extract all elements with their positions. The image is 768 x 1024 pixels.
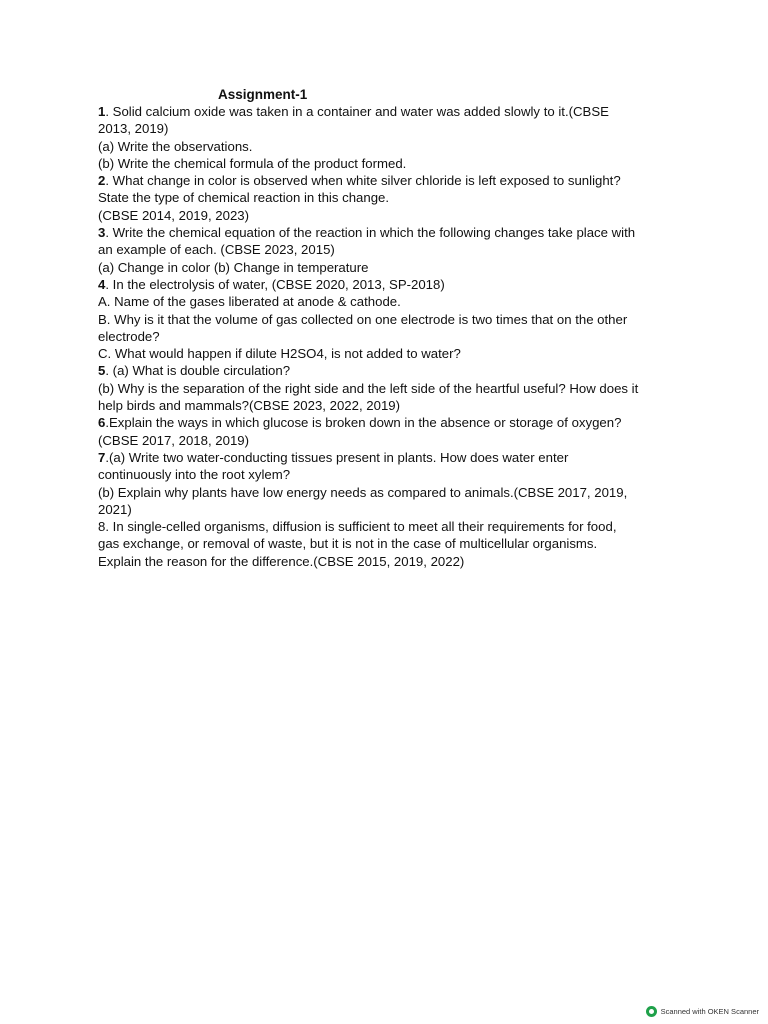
question-text: .Explain the ways in which glucose is broken down in the absence or storage of oxygen? — [105, 415, 622, 431]
question-line — [98, 293, 678, 310]
question-line — [98, 432, 678, 449]
question-text: 8. In single-celled organisms, diffusion is sufficient to meet all their requirements for food, — [98, 519, 617, 535]
question-line — [98, 397, 678, 414]
question-line — [98, 414, 678, 431]
question-text: 2021) — [98, 501, 132, 517]
question-number: 6 — [98, 415, 106, 431]
question-number: 2 — [98, 173, 106, 189]
question-number: 7 — [98, 449, 106, 465]
question-line — [98, 311, 678, 328]
question-number: 3 — [98, 225, 106, 241]
question-text: (b) Why is the separation of the right side and the left side of the heartful useful? How does it — [98, 380, 639, 396]
question-line — [98, 518, 678, 535]
question-text: (CBSE 2017, 2018, 2019) — [98, 432, 250, 448]
question-line — [98, 155, 678, 172]
question-line — [98, 380, 678, 397]
question-text: (a) Write the observations. — [98, 138, 253, 154]
assignment-questions — [98, 103, 678, 570]
question-line — [98, 120, 678, 137]
scanner-watermark-text: Scanned with OKEN Scanner — [660, 1007, 759, 1016]
question-text: B. Why is it that the volume of gas collected on one electrode is two times that on the other — [98, 311, 628, 327]
question-text: .(a) Write two water-conducting tissues present in plants. How does water enter — [105, 449, 569, 465]
question-text: (a) Change in color (b) Change in temperature — [98, 259, 369, 275]
question-text: Explain the reason for the difference.(CBSE 2015, 2019, 2022) — [98, 553, 465, 569]
question-line — [98, 484, 678, 501]
question-line — [98, 328, 678, 345]
question-text: an example of each. (CBSE 2023, 2015) — [98, 242, 335, 258]
question-line — [98, 224, 678, 241]
question-line — [98, 345, 678, 362]
question-line — [98, 103, 678, 120]
question-line — [98, 553, 678, 570]
question-line — [98, 449, 678, 466]
question-text: (CBSE 2014, 2019, 2023) — [98, 207, 250, 223]
oken-scanner-logo-icon — [646, 1006, 657, 1017]
question-text: . Solid calcium oxide was taken in a container and water was added slowly to it.(CBSE — [105, 104, 609, 119]
question-text: (b) Write the chemical formula of the product formed. — [98, 155, 407, 171]
question-text: 2013, 2019) — [98, 121, 169, 137]
question-text: State the type of chemical reaction in this change. — [98, 190, 390, 206]
question-line — [98, 276, 678, 293]
question-line — [98, 466, 678, 483]
question-line — [98, 207, 678, 224]
question-line — [98, 501, 678, 518]
question-number: 1 — [98, 104, 106, 119]
question-number: 4 — [98, 276, 106, 292]
question-line — [98, 535, 678, 552]
question-text: . What change in color is observed when white silver chloride is left exposed to sunlight? — [105, 173, 621, 189]
question-text: . (a) What is double circulation? — [105, 363, 291, 379]
question-line — [98, 362, 678, 379]
question-line — [98, 138, 678, 155]
question-text: . Write the chemical equation of the reaction in which the following changes take place with — [105, 225, 636, 241]
question-text: electrode? — [98, 328, 160, 344]
question-line — [98, 172, 678, 189]
question-line — [98, 241, 678, 258]
question-text: C. What would happen if dilute H2SO4, is not added to water? — [98, 346, 461, 362]
question-text: gas exchange, or removal of waste, but it is not in the case of multicellular organisms. — [98, 536, 598, 552]
question-line — [98, 189, 678, 206]
assignment-title: Assignment-1 — [218, 87, 308, 102]
question-number: 5 — [98, 363, 106, 379]
question-text: (b) Explain why plants have low energy needs as compared to animals.(CBSE 2017, 2019, — [98, 484, 628, 500]
question-text: A. Name of the gases liberated at anode & cathode. — [98, 294, 401, 310]
question-line — [98, 259, 678, 276]
question-text: continuously into the root xylem? — [98, 467, 291, 483]
question-text: help birds and mammals?(CBSE 2023, 2022, 2019) — [98, 398, 401, 414]
scanner-watermark — [646, 1006, 759, 1017]
question-text: . In the electrolysis of water, (CBSE 2020, 2013, SP-2018) — [105, 276, 445, 292]
